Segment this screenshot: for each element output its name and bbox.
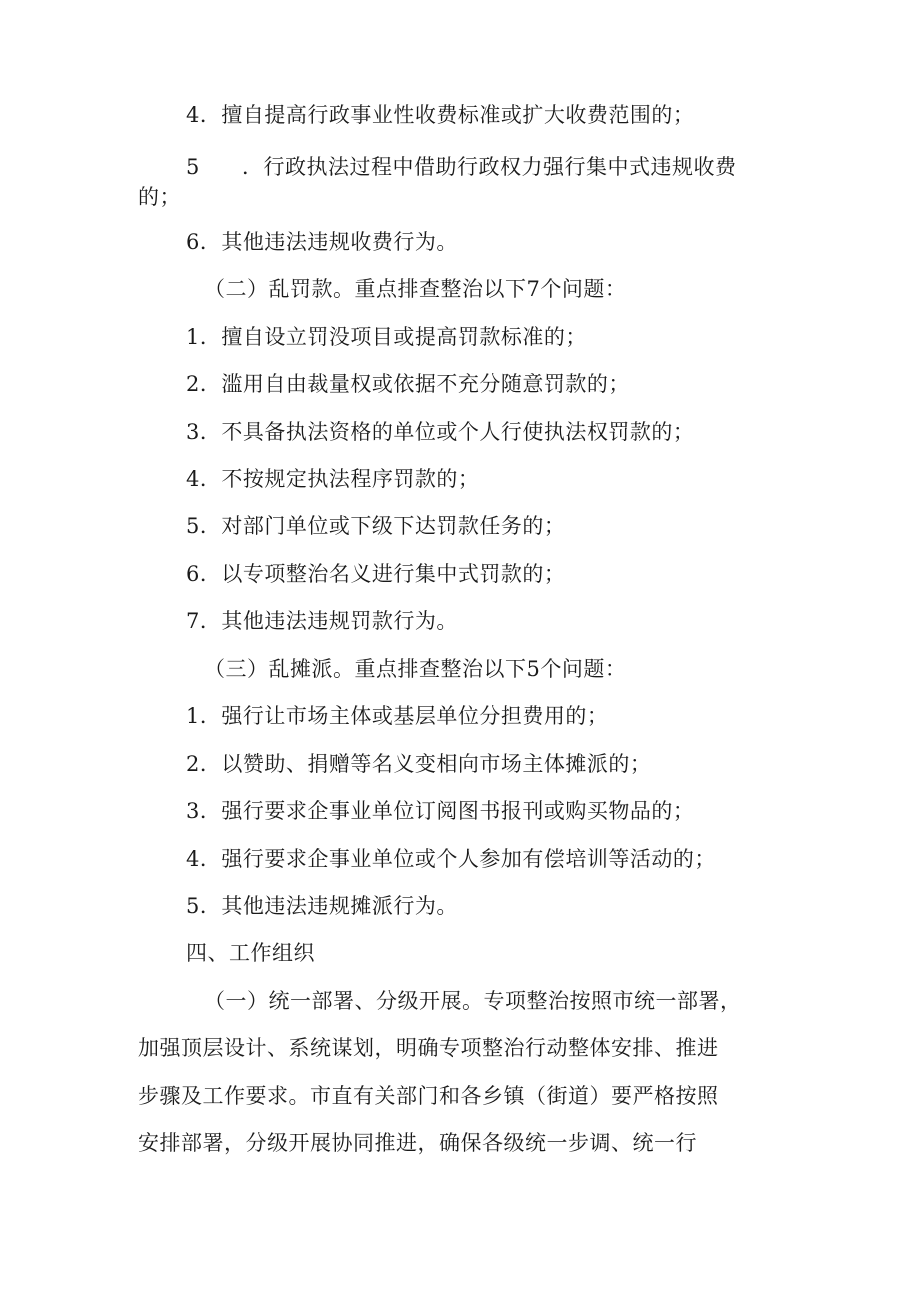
list-item: 3．不具备执法资格的单位或个人行使执法权罚款的； <box>186 420 695 444</box>
paragraph-line: 加强顶层设计、系统谋划，明确专项整治行动整体安排、推进 <box>138 1036 719 1060</box>
list-item: 2．以赞助、捐赠等名义变相向市场主体摊派的； <box>186 752 652 776</box>
list-item: 6．以专项整治名义进行集中式罚款的； <box>186 562 566 586</box>
list-item: 5．对部门单位或下级下达罚款任务的； <box>186 514 566 538</box>
paragraph-line: 步骤及工作要求。市直有关部门和各乡镇（街道）要严格按照 <box>138 1084 719 1108</box>
list-item: 6．其他违法违规收费行为。 <box>186 230 458 254</box>
paragraph-line: （一）统一部署、分级开展。专项整治按照市统一部署， <box>204 989 742 1013</box>
list-item-continuation: 的； <box>138 185 181 209</box>
paragraph-line: 安排部署，分级开展协同推进，确保各级统一步调、统一行 <box>138 1131 697 1155</box>
list-item <box>186 153 737 181</box>
item-text: ．行政执法过程中借助行政权力强行集中式违规收费 <box>242 155 737 179</box>
list-item: 1．擅自设立罚没项目或提高罚款标准的； <box>186 325 587 349</box>
list-item: 5．其他违法违规摊派行为。 <box>186 894 458 918</box>
list-item: 4．不按规定执法程序罚款的； <box>186 467 480 491</box>
list-item: 4．强行要求企事业单位或个人参加有偿培训等活动的； <box>186 847 716 871</box>
section-heading: （三）乱摊派。重点排查整治以下5个问题： <box>204 657 627 681</box>
list-item: 2．滥用自由裁量权或依据不充分随意罚款的； <box>186 372 630 396</box>
item-number: 5 <box>186 155 200 179</box>
chapter-heading: 四、工作组织 <box>186 941 315 965</box>
list-item: 3．强行要求企事业单位订阅图书报刊或购买物品的； <box>186 799 695 823</box>
section-heading: （二）乱罚款。重点排查整治以下7个问题： <box>204 277 627 301</box>
list-item: 1．强行让市场主体或基层单位分担费用的； <box>186 704 609 728</box>
list-item: 7．其他违法违规罚款行为。 <box>186 609 458 633</box>
list-item: 4．擅自提高行政事业性收费标准或扩大收费范围的； <box>186 103 695 127</box>
